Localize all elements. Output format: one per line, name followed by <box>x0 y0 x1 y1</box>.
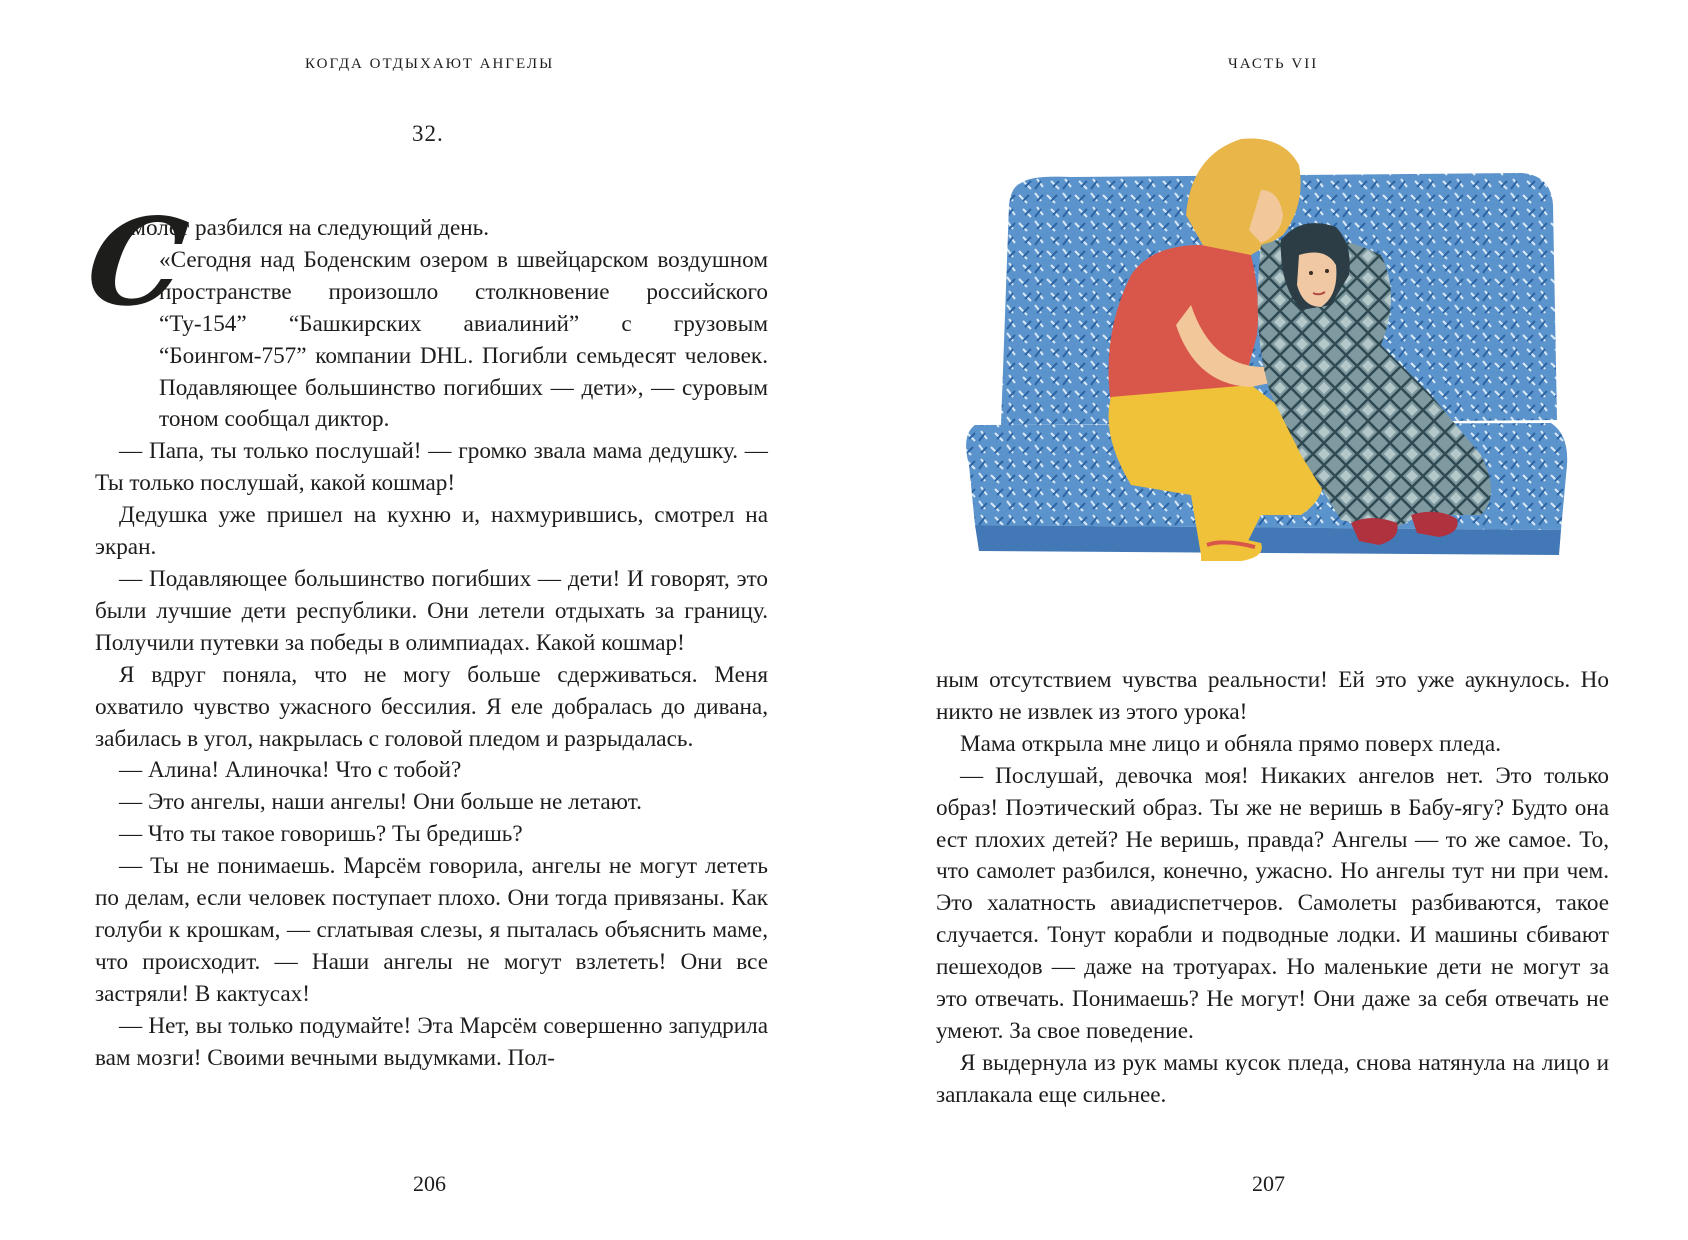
paragraph: — Это ангелы, наши ангелы! Они больше не летают. <box>119 789 642 816</box>
body-text <box>79 192 768 1074</box>
paragraph: — Алина! Алиночка! Что с тобой? <box>119 757 462 784</box>
paragraph: — Что ты такое говоришь? Ты бредишь? <box>119 821 523 848</box>
chapter-number: 32. <box>412 121 444 146</box>
running-head: ЧАСТЬ VII <box>1228 56 1319 72</box>
paragraph-text: «Сегодня над Боденским озером в швейцарском воздушном пространстве произошло столкновение российского “Ту-154” “Башкирских авиалиний” с грузовым “Боингом-757” компании DHL. Погибли семьдесят человек. Подавляющее большинство погибших — дети», — суровым тоном сообщал диктор. <box>159 246 768 433</box>
paragraph: ным отсутствием чувства реальности! Ей это уже аукнулось. Но никто не извлек из этого урока! <box>936 667 1609 725</box>
woman-comforting-girl-on-sofa-illustration <box>961 135 1569 600</box>
paragraph-text: амолет разбился на следующий день. <box>121 215 490 241</box>
paragraph: Мама открыла мне лицо и обняла прямо поверх пледа. <box>960 730 1501 757</box>
paragraph <box>95 245 768 436</box>
paragraph: — Ты не понимаешь. Марсём говорила, ангелы не могут лететь по делам, если человек поступает плохо. Они тогда привязаны. Как голуби к крошкам, — сглатывая слезы, я пыталась объяснить маме, что происходит. — Наши ангелы не могут взлететь! Они все застряли! В кактусах! <box>95 853 768 1007</box>
paragraph: — Папа, ты только послушай! — громко звала мама дедушку. — Ты только послушай, какой кошмар! <box>95 438 768 497</box>
page-number: 207 <box>1252 1171 1285 1196</box>
body-text <box>936 665 1609 1112</box>
paragraph: Я выдернула из рук мамы кусок пледа, снова натянула на лицо и заплакала еще сильнее. <box>936 1049 1609 1108</box>
right-page <box>844 0 1688 1240</box>
drop-cap: С <box>79 192 195 333</box>
page-number: 206 <box>413 1171 446 1196</box>
paragraph: Дедушка уже пришел на кухню и, нахмурившись, смотрел на экран. <box>95 502 768 561</box>
paragraph: — Послушай, девочка моя! Никаких ангелов нет. Это только образ! Поэтический образ. Ты же не веришь в Бабу-ягу? Будто она ест плохих детей? Не веришь, правда? Ангелы — то же самое. То, что самолет разбился, конечно, ужасно. Но ангелы тут ни при чем. Это халатность авиадиспетчеров. Самолеты разбиваются, такое случается. Тонут корабли и подводные лодки. И машины сбивают пешеходов — даже на тротуарах. Но маленькие дети не могут за это отвечать. Понимаешь? Не могут! Они даже за себя отвечать не умеют. За свое поведение. <box>936 762 1609 1044</box>
paragraph: — Нет, вы только подумайте! Эта Марсём совершенно запудрила вам мозги! Своими вечными выдумками. Пол- <box>95 1012 768 1071</box>
paragraph <box>95 213 768 245</box>
paragraph: — Подавляющее большинство погибших — дети! И говорят, это были лучшие дети республики. Они летели отдыхать за границу. Получили путевки за победы в олимпиадах. Какой кошмар! <box>95 565 768 656</box>
running-head: КОГДА ОТДЫХАЮТ АНГЕЛЫ <box>305 56 555 72</box>
paragraph: Я вдруг поняла, что не могу больше сдерживаться. Меня охватило чувство ужасного бессилия. Я еле добралась до дивана, забилась в угол, накрылась с головой пледом и разрыдалась. <box>95 661 768 752</box>
